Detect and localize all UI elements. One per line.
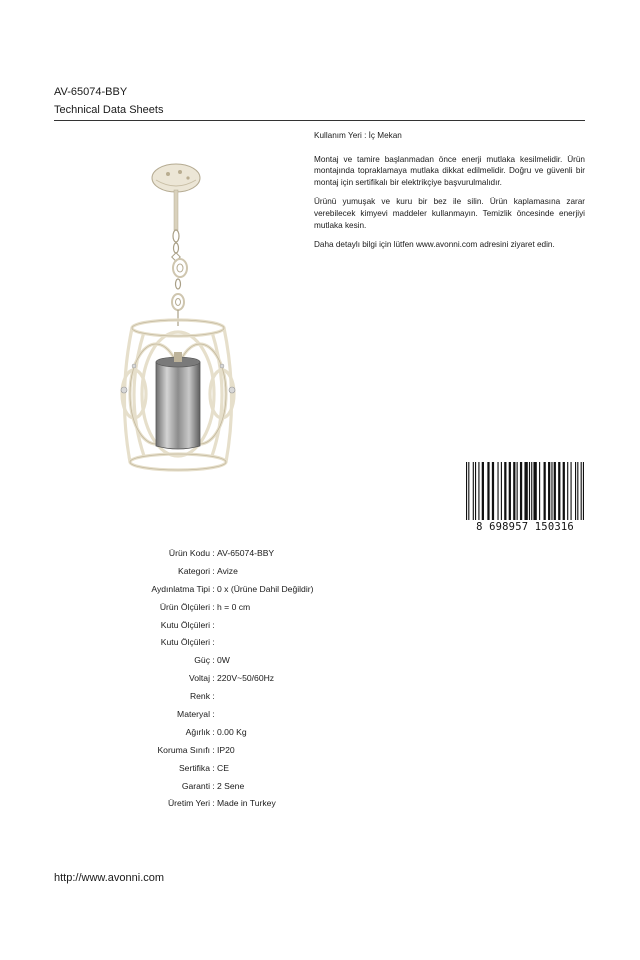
spec-value: 0.00 Kg (217, 726, 247, 737)
spec-colon: : (212, 655, 215, 666)
spec-colon: : (212, 583, 215, 594)
barcode-bar (482, 462, 484, 520)
spec-label: Güç (194, 655, 210, 666)
spec-row (60, 544, 417, 562)
header-divider (54, 120, 585, 121)
barcode-bar (544, 462, 546, 520)
spec-label: Ürün Kodu (168, 547, 210, 558)
spec-colon: : (212, 619, 215, 630)
barcode-bar (497, 462, 498, 520)
barcode-bar (539, 462, 540, 520)
spec-colon: : (212, 744, 215, 755)
barcode-bar (520, 462, 522, 520)
spec-colon: : (212, 726, 215, 737)
spec-label: Kutu Ölçüleri (160, 619, 210, 630)
spec-label: Sertifika (178, 762, 210, 773)
spec-colon: : (212, 780, 215, 791)
spec-value: CE (217, 762, 229, 773)
document-subtitle: Technical Data Sheets (54, 104, 164, 116)
spec-value: 220V~50/60Hz (217, 673, 275, 684)
spec-row (60, 759, 417, 777)
spec-row (60, 616, 417, 634)
spec-value: AV-65074-BBY (217, 547, 275, 558)
spec-colon: : (212, 708, 215, 719)
barcode-bar (558, 462, 560, 520)
barcode-bar (567, 462, 568, 520)
barcode-bar (509, 462, 511, 520)
barcode-bar (554, 462, 556, 520)
barcode-bar (524, 462, 527, 520)
barcode-bar (577, 462, 578, 520)
barcode-bar (468, 462, 469, 520)
spec-row (60, 562, 417, 580)
barcode-bar (575, 462, 576, 520)
spec-row (60, 705, 417, 723)
spec-value: 0 x (Ürüne Dahil Değildir) (217, 583, 314, 594)
spec-colon: : (212, 637, 215, 648)
spec-colon: : (212, 798, 215, 809)
website-paragraph: Daha detaylı bilgi için lütfen www.avonni.com adresini ziyaret edin. (314, 240, 555, 250)
spec-colon: : (212, 673, 215, 684)
spec-value: 0W (217, 655, 230, 666)
barcode-bar (548, 462, 550, 520)
spec-colon: : (212, 565, 215, 576)
barcode-bar (478, 462, 479, 520)
pendant-lamp-illustration (104, 156, 254, 476)
barcode-bar (551, 462, 552, 520)
spec-label: Voltaj (188, 673, 210, 684)
barcode-bar (504, 462, 506, 520)
spec-label: Renk (189, 691, 210, 702)
spec-label: Kutu Ölçüleri (160, 637, 210, 648)
spec-label: Materyal (177, 708, 210, 719)
barcode-bar (571, 462, 572, 520)
spec-value: 2 Sene (217, 780, 245, 791)
spec-row (60, 777, 417, 795)
spec-label: Üretim Yeri (167, 798, 210, 809)
spec-row (60, 580, 417, 598)
spec-row (60, 794, 417, 812)
barcode-bar (517, 462, 518, 520)
product-image (104, 156, 254, 481)
safety-paragraph: Montaj ve tamire başlanmadan önce enerji mutlaka kesilmelidir. Ürün montajında topraklamaya mutlaka dikkat edilmelidir. Doğru ve güvenli bir montaj için sertifikalı bir elektrikçiye başvurulmalıdır. (314, 154, 585, 187)
spec-colon: : (212, 691, 215, 702)
spec-row (60, 741, 417, 759)
barcode-digits: 8 698957 150316 (476, 521, 574, 533)
barcode-bar (583, 462, 584, 520)
spec-value: h = 0 cm (217, 601, 251, 612)
spec-label: Garanti (181, 780, 210, 791)
spec-label: Koruma Sınıfı (157, 744, 210, 755)
usage-location: Kullanım Yeri : İç Mekan (314, 131, 402, 140)
spec-label: Aydınlatma Tipi (151, 583, 210, 594)
spec-colon: : (212, 601, 215, 612)
barcode-bar (581, 462, 582, 520)
product-code-heading: AV-65074-BBY (54, 86, 128, 98)
spec-row (60, 633, 417, 651)
barcode (466, 462, 584, 533)
spec-row (60, 723, 417, 741)
spec-colon: : (212, 547, 215, 558)
spec-value: Made in Turkey (217, 798, 276, 809)
spec-table (60, 544, 417, 812)
spec-row (60, 651, 417, 669)
barcode-bar (529, 462, 530, 520)
spec-value: IP20 (217, 744, 235, 755)
barcode-bars (466, 462, 584, 520)
barcode-bar (531, 462, 532, 520)
spec-label: Ürün Ölçüleri (159, 601, 210, 612)
footer-url[interactable]: http://www.avonni.com (54, 872, 165, 884)
spec-colon: : (212, 762, 215, 773)
barcode-bar (533, 462, 536, 520)
barcode-bar (475, 462, 476, 520)
spec-row (60, 687, 417, 705)
spec-row (60, 669, 417, 687)
spec-value: Avize (217, 565, 238, 576)
spec-row (60, 598, 417, 616)
barcode-bar (473, 462, 474, 520)
barcode-bar (513, 462, 515, 520)
barcode-bar (563, 462, 565, 520)
spec-label: Ağırlık (185, 726, 210, 737)
cleaning-paragraph: Ürünü yumuşak ve kuru bir bez ile silin. Ürün kaplamasına zarar verebilecek kimyevi maddeler kullanmayın. Temizlik öncesinde enerjiyi mutlaka kesin. (314, 197, 585, 230)
info-block (314, 130, 585, 259)
barcode-bar (492, 462, 494, 520)
barcode-bar (501, 462, 502, 520)
barcode-bar (487, 462, 489, 520)
barcode-bar (466, 462, 467, 520)
spec-label: Kategori (177, 565, 210, 576)
